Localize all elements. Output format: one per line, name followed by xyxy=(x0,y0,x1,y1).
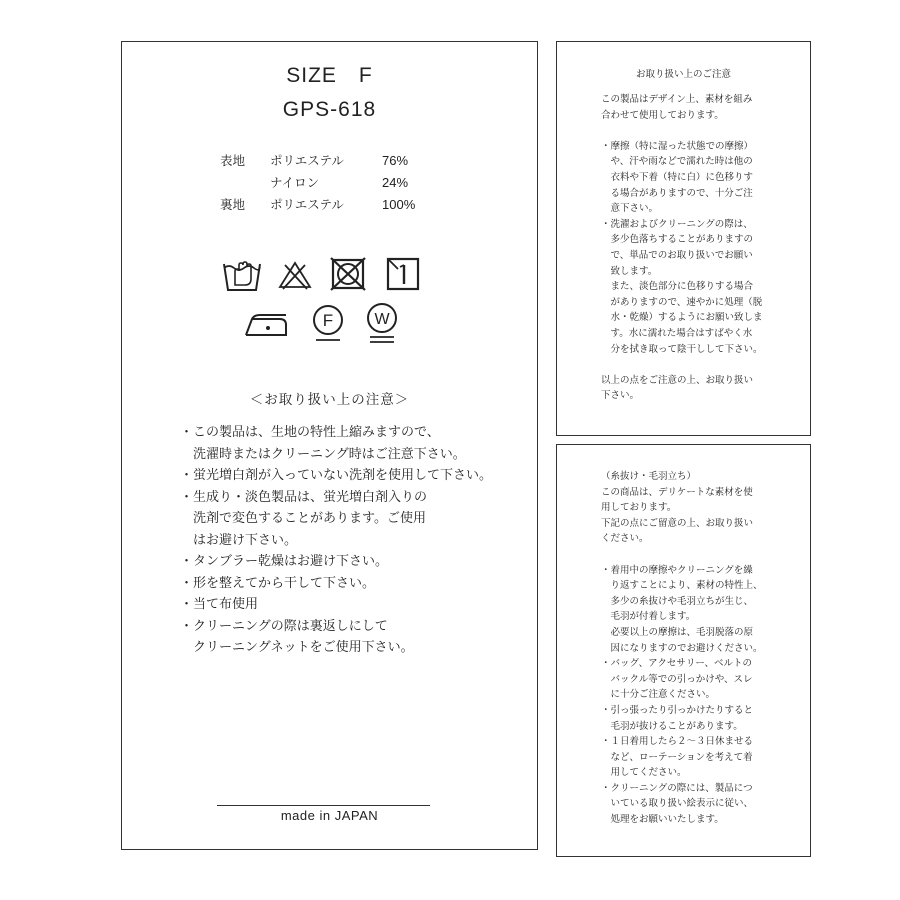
text-line: ・この製品は、生地の特性上縮みますので、 xyxy=(180,425,440,440)
text-line: 致します。 xyxy=(601,265,658,277)
text-line: バックル等での引っかけや、スレ xyxy=(601,673,753,685)
svg-text:F: F xyxy=(322,311,334,330)
text-line: ・蛍光増白剤が入っていない洗剤を使用して下さい。 xyxy=(180,468,493,483)
text-line: 洗剤で変色することがあります。ご使用 xyxy=(180,511,426,526)
text-line: ・タンブラー乾燥はお避け下さい。 xyxy=(180,554,389,569)
text-line: （糸抜け・毛羽立ち） xyxy=(601,471,697,482)
text-line: ・洗濯およびクリーニングの際は、 xyxy=(601,218,753,230)
text-line: 処理をお願いいたします。 xyxy=(601,814,724,826)
composition-material: ナイロン xyxy=(270,175,320,190)
model-number: GPS-618 xyxy=(282,98,377,121)
text-line: クリーニングネットをご使用下さい。 xyxy=(180,640,414,655)
composition-row xyxy=(220,150,460,172)
text-line: 意下さい。 xyxy=(601,203,659,215)
no-bleach-icon xyxy=(277,260,313,290)
text-line: ・形を整えてから干して下さい。 xyxy=(180,575,376,591)
composition-percent: 24% xyxy=(382,175,409,190)
made-in-label: made in JAPAN xyxy=(280,808,379,823)
handling-notice-title: お取り扱い上のご注意 xyxy=(635,69,731,80)
wet-clean-w-icon xyxy=(364,302,400,346)
text-line: など、ローテーションを考えて着 xyxy=(601,751,753,763)
text-line xyxy=(601,547,763,563)
text-line: この商品は、デリケートな素材を使 xyxy=(601,486,753,498)
text-line: ・１日着用したら２〜３日休ませる xyxy=(601,736,754,748)
text-line: や、汗や雨などで濡れた時は他の xyxy=(601,156,753,168)
text-line: 水・乾燥）するようにお願い致しま xyxy=(601,312,763,324)
dry-clean-f-icon xyxy=(310,304,346,344)
caution-heading: ＜お取り扱い上の注意＞ xyxy=(249,392,410,408)
text-line: 洗濯時またはクリーニング時はご注意下さい。 xyxy=(180,446,466,462)
text-line: この製品はデザイン上、素材を組み xyxy=(601,94,753,105)
handling-notice-card xyxy=(556,41,811,436)
text-line: 用しております。 xyxy=(601,502,677,514)
text-line: ・生成り・淡色製品は、蛍光増白剤入りの xyxy=(180,489,428,505)
svg-text:W: W xyxy=(374,311,390,328)
size-label: SIZE xyxy=(286,64,337,87)
text-line: 下記の点にご留意の上、お取り扱い xyxy=(601,517,754,529)
text-line: ・摩擦（特に湿った状態での摩擦） xyxy=(601,140,754,152)
text-line: 衣料や下着（特に白）に色移りす xyxy=(601,171,754,183)
text-line: ・クリーニングの際は裏返しにして xyxy=(180,618,388,634)
text-line: ください。 xyxy=(601,533,649,545)
composition-row xyxy=(220,194,460,216)
text-line: 分を拭き取って陰干しして下さい。 xyxy=(601,343,763,355)
handling-notice-body xyxy=(601,92,763,404)
text-line: ・引っ張ったり引っかけたりすると xyxy=(601,704,754,716)
composition-percent: 100% xyxy=(382,197,416,212)
composition-table xyxy=(220,150,460,216)
text-line: る場合がありますので、十分ご注 xyxy=(601,187,753,199)
composition-row xyxy=(220,172,460,194)
text-line: で、単品でのお取り扱いでお願い xyxy=(601,249,753,261)
text-line: 因になりますのでお避けください。 xyxy=(601,642,763,654)
text-line: ・クリーニングの際には、製品につ xyxy=(601,782,753,794)
divider xyxy=(217,805,430,806)
text-line: ・当て布使用 xyxy=(180,597,259,612)
text-line: 下さい。 xyxy=(601,390,640,402)
text-line: す。水に濡れた場合はすばやく水 xyxy=(601,327,753,339)
text-line: がありますので、速やかに処理（脱 xyxy=(601,296,763,308)
text-line xyxy=(601,357,763,373)
text-line xyxy=(601,123,763,139)
text-line: 用してください。 xyxy=(601,767,687,779)
hand-wash-icon xyxy=(222,257,262,293)
text-line: いている取り扱い絵表示に従い、 xyxy=(601,798,754,810)
composition-material: ポリエステル xyxy=(270,153,344,168)
pilling-notice-card xyxy=(556,444,811,857)
line-dry-icon xyxy=(386,257,420,291)
text-line: に十分ご注意ください。 xyxy=(601,689,716,701)
text-line: また、淡色部分に色移りする場合 xyxy=(601,281,754,293)
composition-material: ポリエステル xyxy=(270,197,344,212)
text-line: ・バッグ、アクセサリー、ベルトの xyxy=(601,658,752,670)
no-tumble-dry-icon xyxy=(330,257,366,291)
text-line: はお避け下さい。 xyxy=(180,532,298,548)
size-value: F xyxy=(358,64,373,87)
text-line: 以上の点をご注意の上、お取り扱い xyxy=(601,374,754,386)
text-line: ・着用中の摩擦やクリーニングを繰 xyxy=(601,564,753,576)
composition-part: 裏地 xyxy=(220,197,246,212)
text-line: 毛羽が付着します。 xyxy=(601,611,696,623)
care-notes xyxy=(180,422,492,659)
text-line: 毛羽が抜けることがあります。 xyxy=(601,720,743,732)
text-line: 必要以上の摩擦は、毛羽脱落の原 xyxy=(601,626,754,638)
text-line: り返すことにより、素材の特性上、 xyxy=(601,580,763,592)
composition-part: 表地 xyxy=(220,153,246,168)
main-care-label xyxy=(121,41,538,850)
text-line: 多少色落ちすることがありますの xyxy=(601,234,754,246)
pilling-notice-body xyxy=(601,469,763,828)
composition-percent: 76% xyxy=(382,153,409,168)
text-line: 多少の糸抜けや毛羽立ちが生じ、 xyxy=(601,595,754,607)
size-line xyxy=(122,64,537,88)
iron-low-icon xyxy=(242,307,290,339)
text-line: 合わせて使用しております。 xyxy=(601,109,724,121)
